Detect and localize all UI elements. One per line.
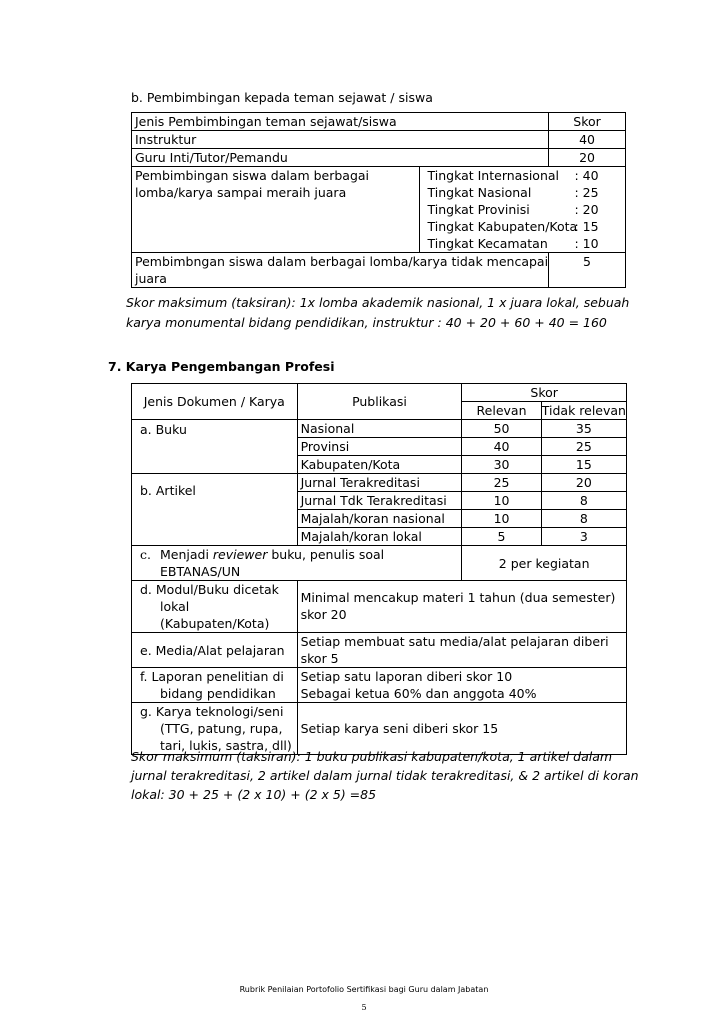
note-b-line2: karya monumental bidang pendidikan, instruktur : 40 + 20 + 60 + 40 = 160 [126, 315, 607, 330]
pembimbingan-table [131, 112, 626, 288]
row-d-line2: lokal [160, 599, 190, 614]
header-skor: Skor [462, 384, 627, 402]
note-7-line2: jurnal terakreditasi, 2 artikel dalam jurnal tidak terakreditasi, & 2 artikel di koran [131, 768, 639, 783]
row-e-desc2: skor 5 [300, 651, 339, 666]
header-jenis: Jenis Pembimbingan teman sejawat/siswa [132, 113, 549, 131]
header-relevan: Relevan [462, 402, 541, 420]
row-guru-label: Guru Inti/Tutor/Pemandu [132, 149, 549, 167]
row-f-desc1: Setiap satu laporan diberi skor 10 [300, 669, 513, 684]
table-header-row [132, 384, 627, 402]
row-e-desc1: Setiap membuat satu media/alat pelajaran diberi [300, 634, 609, 649]
row-lomba-label-line1: Pembimbingan siswa dalam berbagai [135, 168, 370, 183]
row-f-desc2: Sebagai ketua 60% dan anggota 40% [300, 686, 537, 701]
table-header-row [132, 113, 626, 131]
row-instruktur-label: Instruktur [132, 131, 549, 149]
table-row [132, 149, 626, 167]
section-7-heading: 7. Karya Pengembangan Profesi [108, 359, 335, 374]
header-tidak-relevan: Tidak relevan [541, 403, 626, 418]
row-f-line2: bidang pendidikan [160, 686, 276, 701]
row-f-desc [297, 668, 626, 703]
table-row [132, 703, 627, 755]
row-tidak-line2: juara [135, 271, 167, 286]
row-d-line3: (Kabupaten/Kota) [160, 616, 270, 631]
rel-cell: 40 [462, 438, 541, 456]
rel-cell: 10 [462, 492, 541, 510]
table-row [132, 668, 627, 703]
row-d-line1: d. Modul/Buku dicetak [140, 582, 279, 597]
row-e-desc [297, 633, 626, 668]
row-tidak-line1: Pembimbngan siswa dalam berbagai lomba/karya tidak mencapai [135, 254, 549, 269]
level-item: Tingkat Kabupaten/Kota : 15 [427, 219, 599, 234]
level-item: Tingkat Provinisi : 20 [427, 202, 599, 217]
karya-table [131, 383, 627, 755]
pub-cell: Kabupaten/Kota [297, 456, 462, 474]
tidak-cell: 15 [541, 456, 626, 474]
pub-cell: Nasional [297, 420, 462, 438]
row-g-label [132, 703, 298, 755]
footer-text: Rubrik Penilaian Portofolio Sertifikasi bagi Guru dalam Jabatan [239, 985, 489, 994]
row-lomba-label [132, 167, 420, 253]
table-row [132, 546, 627, 581]
table-row [132, 633, 627, 668]
row-f-label [132, 668, 298, 703]
tidak-cell: 35 [541, 420, 626, 438]
row-d-desc1: Minimal mencakup materi 1 tahun (dua semester) [300, 590, 616, 605]
row-g-line3: tari, lukis, sastra, dll) [160, 738, 292, 753]
section-b-heading: b. Pembimbingan kepada teman sejawat / siswa [131, 90, 433, 105]
rel-cell: 10 [462, 510, 541, 528]
rel-cell: 5 [462, 528, 541, 546]
table-row [132, 167, 626, 253]
row-c-line2: EBTANAS/UN [160, 564, 241, 579]
header-publikasi: Publikasi [297, 384, 462, 420]
pub-cell: Provinsi [297, 438, 462, 456]
note-b-line1: Skor maksimum (taksiran): 1x lomba akademik nasional, 1 x juara lokal, sebuah [126, 295, 630, 310]
row-d-desc [297, 581, 626, 633]
pub-cell: Jurnal Tdk Terakreditasi [297, 492, 462, 510]
header-jenis: Jenis Dokumen / Karya [132, 384, 298, 420]
tidak-cell: 3 [541, 528, 626, 546]
row-lomba-label-line2: lomba/karya sampai meraih juara [135, 185, 347, 200]
row-tidak-score: 5 [549, 253, 626, 288]
row-tidak-label [132, 253, 549, 288]
note-7-line1: Skor maksimum (taksiran): 1 buku publikasi kabupaten/kota, 1 artikel dalam [131, 749, 613, 764]
row-g-desc: Setiap karya seni diberi skor 15 [297, 703, 626, 755]
header-skor: Skor [549, 113, 626, 131]
row-c-score: 2 per kegiatan [462, 546, 627, 581]
row-g-line1: g. Karya teknologi/seni [140, 704, 284, 719]
tidak-cell: 25 [541, 438, 626, 456]
row-d-desc2: skor 20 [300, 607, 347, 622]
pub-cell: Majalah/koran nasional [297, 510, 462, 528]
row-e-label: e. Media/Alat pelajaran [132, 633, 298, 668]
rel-cell: 30 [462, 456, 541, 474]
table-row [132, 131, 626, 149]
row-instruktur-score: 40 [549, 131, 626, 149]
pub-cell: Majalah/koran lokal [297, 528, 462, 546]
buku-label: a. Buku [132, 420, 298, 474]
tidak-cell: 8 [541, 510, 626, 528]
row-lomba-levels [420, 167, 626, 253]
pub-cell: Jurnal Terakreditasi [297, 474, 462, 492]
row-d-label [132, 581, 298, 633]
artikel-label: b. Artikel [132, 474, 298, 546]
rel-cell: 25 [462, 474, 541, 492]
row-c-line1: c. Menjadi reviewer buku, penulis soal [140, 547, 385, 562]
page-number: 5 [361, 1003, 367, 1012]
table-row [132, 253, 626, 288]
row-f-line1: f. Laporan penelitian di [140, 669, 284, 684]
table-row [132, 474, 627, 492]
tidak-cell: 8 [541, 492, 626, 510]
row-c-label [132, 546, 462, 581]
row-g-line2: (TTG, patung, rupa, [160, 721, 283, 736]
row-guru-score: 20 [549, 149, 626, 167]
rel-cell: 50 [462, 420, 541, 438]
note-7-line3: lokal: 30 + 25 + (2 x 10) + (2 x 5) =85 [131, 787, 377, 802]
level-item: Tingkat Nasional : 25 [427, 185, 599, 200]
table-row [132, 581, 627, 633]
level-item: Tingkat Internasional : 40 [427, 168, 599, 183]
tidak-cell: 20 [541, 474, 626, 492]
table-row [132, 420, 627, 438]
level-item: Tingkat Kecamatan : 10 [427, 236, 599, 251]
